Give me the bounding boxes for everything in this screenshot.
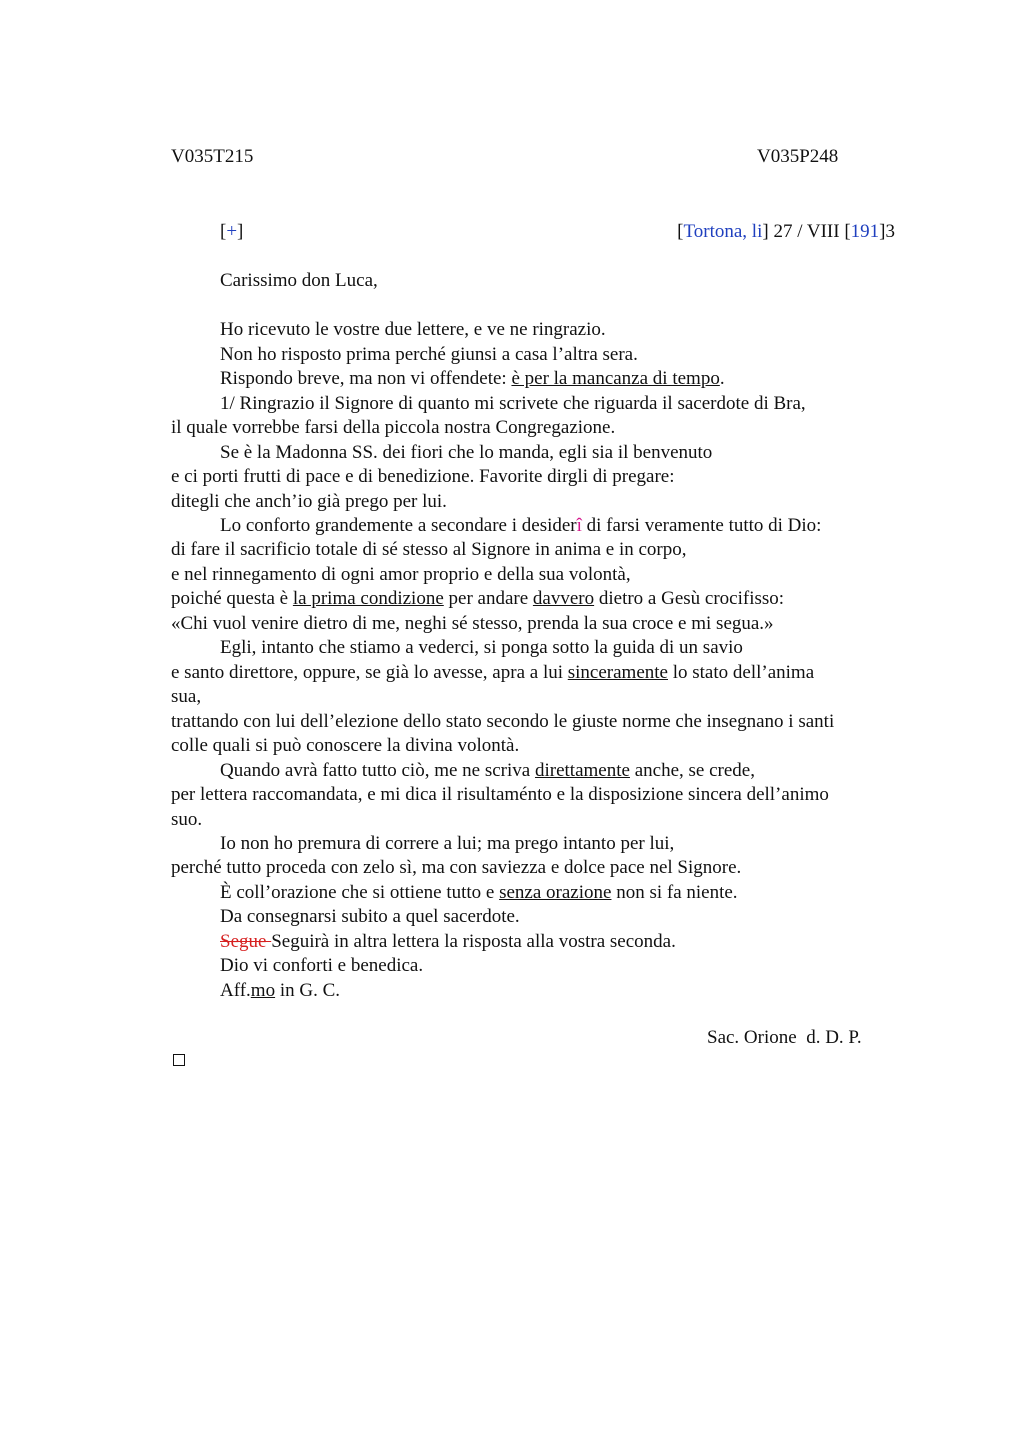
text-run: dietro a Gesù crocifisso: <box>594 588 785 609</box>
date-text: 27 / VIII [ <box>768 221 851 242</box>
text-run: poiché questa è <box>171 588 293 609</box>
body-line: per lettera raccomandata, e mi dica il risultaménto e la disposizione sincera dell’animo <box>171 784 829 805</box>
body-line: Da consegnarsi subito a quel sacerdote. <box>220 906 520 927</box>
body-line: 1/ Ringrazio il Signore di quanto mi scrivete che riguarda il sacerdote di Bra, <box>220 393 806 414</box>
body-line: suo. <box>171 809 203 830</box>
underlined-text: senza orazione <box>499 882 612 903</box>
body-line: Egli, intanto che stiamo a vederci, si ponga sotto la guida di un savio <box>220 637 743 658</box>
text-run: per andare <box>443 588 533 609</box>
signature: Sac. Orione d. D. P. <box>707 1027 862 1048</box>
place-date <box>677 221 895 243</box>
body-line: di fare il sacrificio totale di sé stesso al Signore in anima e in corpo, <box>171 539 687 560</box>
bracket: [ <box>220 221 227 242</box>
underlined-text: davvero <box>532 588 595 609</box>
year-text: 191 <box>850 221 880 242</box>
body-line <box>220 367 725 391</box>
magenta-text: î <box>576 515 582 536</box>
underlined-text: la prima condizione <box>292 588 444 609</box>
header-left-code: V035T215 <box>171 146 254 167</box>
bracket: ] <box>762 221 769 242</box>
body-line: Se è la Madonna SS. dei fiori che lo manda, egli sia il benvenuto <box>220 442 713 463</box>
text-run: Seguirà in altra lettera la risposta alla vostra seconda. <box>271 931 676 952</box>
body-line <box>220 881 738 905</box>
bracket: [ <box>677 221 684 242</box>
text-run: Quando avrà fatto tutto ciò, me ne scriva <box>220 760 535 781</box>
underlined-text: è per la mancanza di tempo <box>511 368 720 389</box>
text-run: lo stato dell’anima <box>667 662 815 683</box>
body-line: Io non ho premura di correre a lui; ma prego intanto per lui, <box>220 833 675 854</box>
body-line: trattando con lui dell’elezione dello stato secondo le giuste norme che insegnano i santi <box>171 711 835 732</box>
body-line: il quale vorrebbe farsi della piccola nostra Congregazione. <box>171 417 616 438</box>
text-run: di farsi veramente tutto di Dio: <box>581 515 822 536</box>
text-run: Aff. <box>220 980 251 1001</box>
body-line: ditegli che anch’io già prego per lui. <box>171 491 447 512</box>
text-run: e santo direttore, oppure, se già lo avesse, apra a lui <box>171 662 568 683</box>
body-line <box>220 930 676 954</box>
body-line <box>220 979 340 1003</box>
text-run: anche, se crede, <box>629 760 755 781</box>
text-run: . <box>719 368 725 389</box>
text-run: Rispondo breve, ma non vi offendete: <box>220 368 512 389</box>
place-text: Tortona, li <box>683 221 763 242</box>
body-line <box>171 661 814 685</box>
underlined-text: sinceramente <box>567 662 668 683</box>
body-line <box>171 587 784 611</box>
body-line: Ho ricevuto le vostre due lettere, e ve ne ringrazio. <box>220 319 606 340</box>
body-line: perché tutto proceda con zelo sì, ma con saviezza e dolce pace nel Signore. <box>171 857 742 878</box>
underlined-text: mo <box>250 980 276 1001</box>
header-right-code: V035P248 <box>757 146 839 167</box>
year-close: ]3 <box>879 221 895 242</box>
salutation: Carissimo don Luca, <box>220 270 378 291</box>
text-run: non si fa niente. <box>611 882 738 903</box>
bracket: ] <box>237 221 244 242</box>
text-run: Lo conforto grandemente a secondare i desider <box>220 515 577 536</box>
body-line: Dio vi conforti e benedica. <box>220 955 424 976</box>
body-line: Non ho risposto prima perché giunsi a casa l’altra sera. <box>220 344 638 365</box>
square-outline-icon <box>173 1054 185 1066</box>
struck-text: Segue <box>220 931 272 952</box>
underlined-text: direttamente <box>534 760 630 781</box>
body-line <box>220 514 821 538</box>
text-run: È coll’orazione che si ottiene tutto e <box>220 882 500 903</box>
body-line: colle quali si può conoscere la divina volontà. <box>171 735 520 756</box>
body-line: «Chi vuol venire dietro di me, neghi sé stesso, prenda la sua croce e mi segua.» <box>171 613 774 634</box>
body-line <box>220 759 755 783</box>
body-line: sua, <box>171 686 202 707</box>
body-line: e nel rinnegamento di ogni amor proprio e della sua volontà, <box>171 564 631 585</box>
plus-marker <box>220 221 243 243</box>
plus-text: + <box>226 221 238 242</box>
text-run: in G. C. <box>275 980 341 1001</box>
body-line: e ci porti frutti di pace e di benedizione. Favorite dirgli di pregare: <box>171 466 675 487</box>
